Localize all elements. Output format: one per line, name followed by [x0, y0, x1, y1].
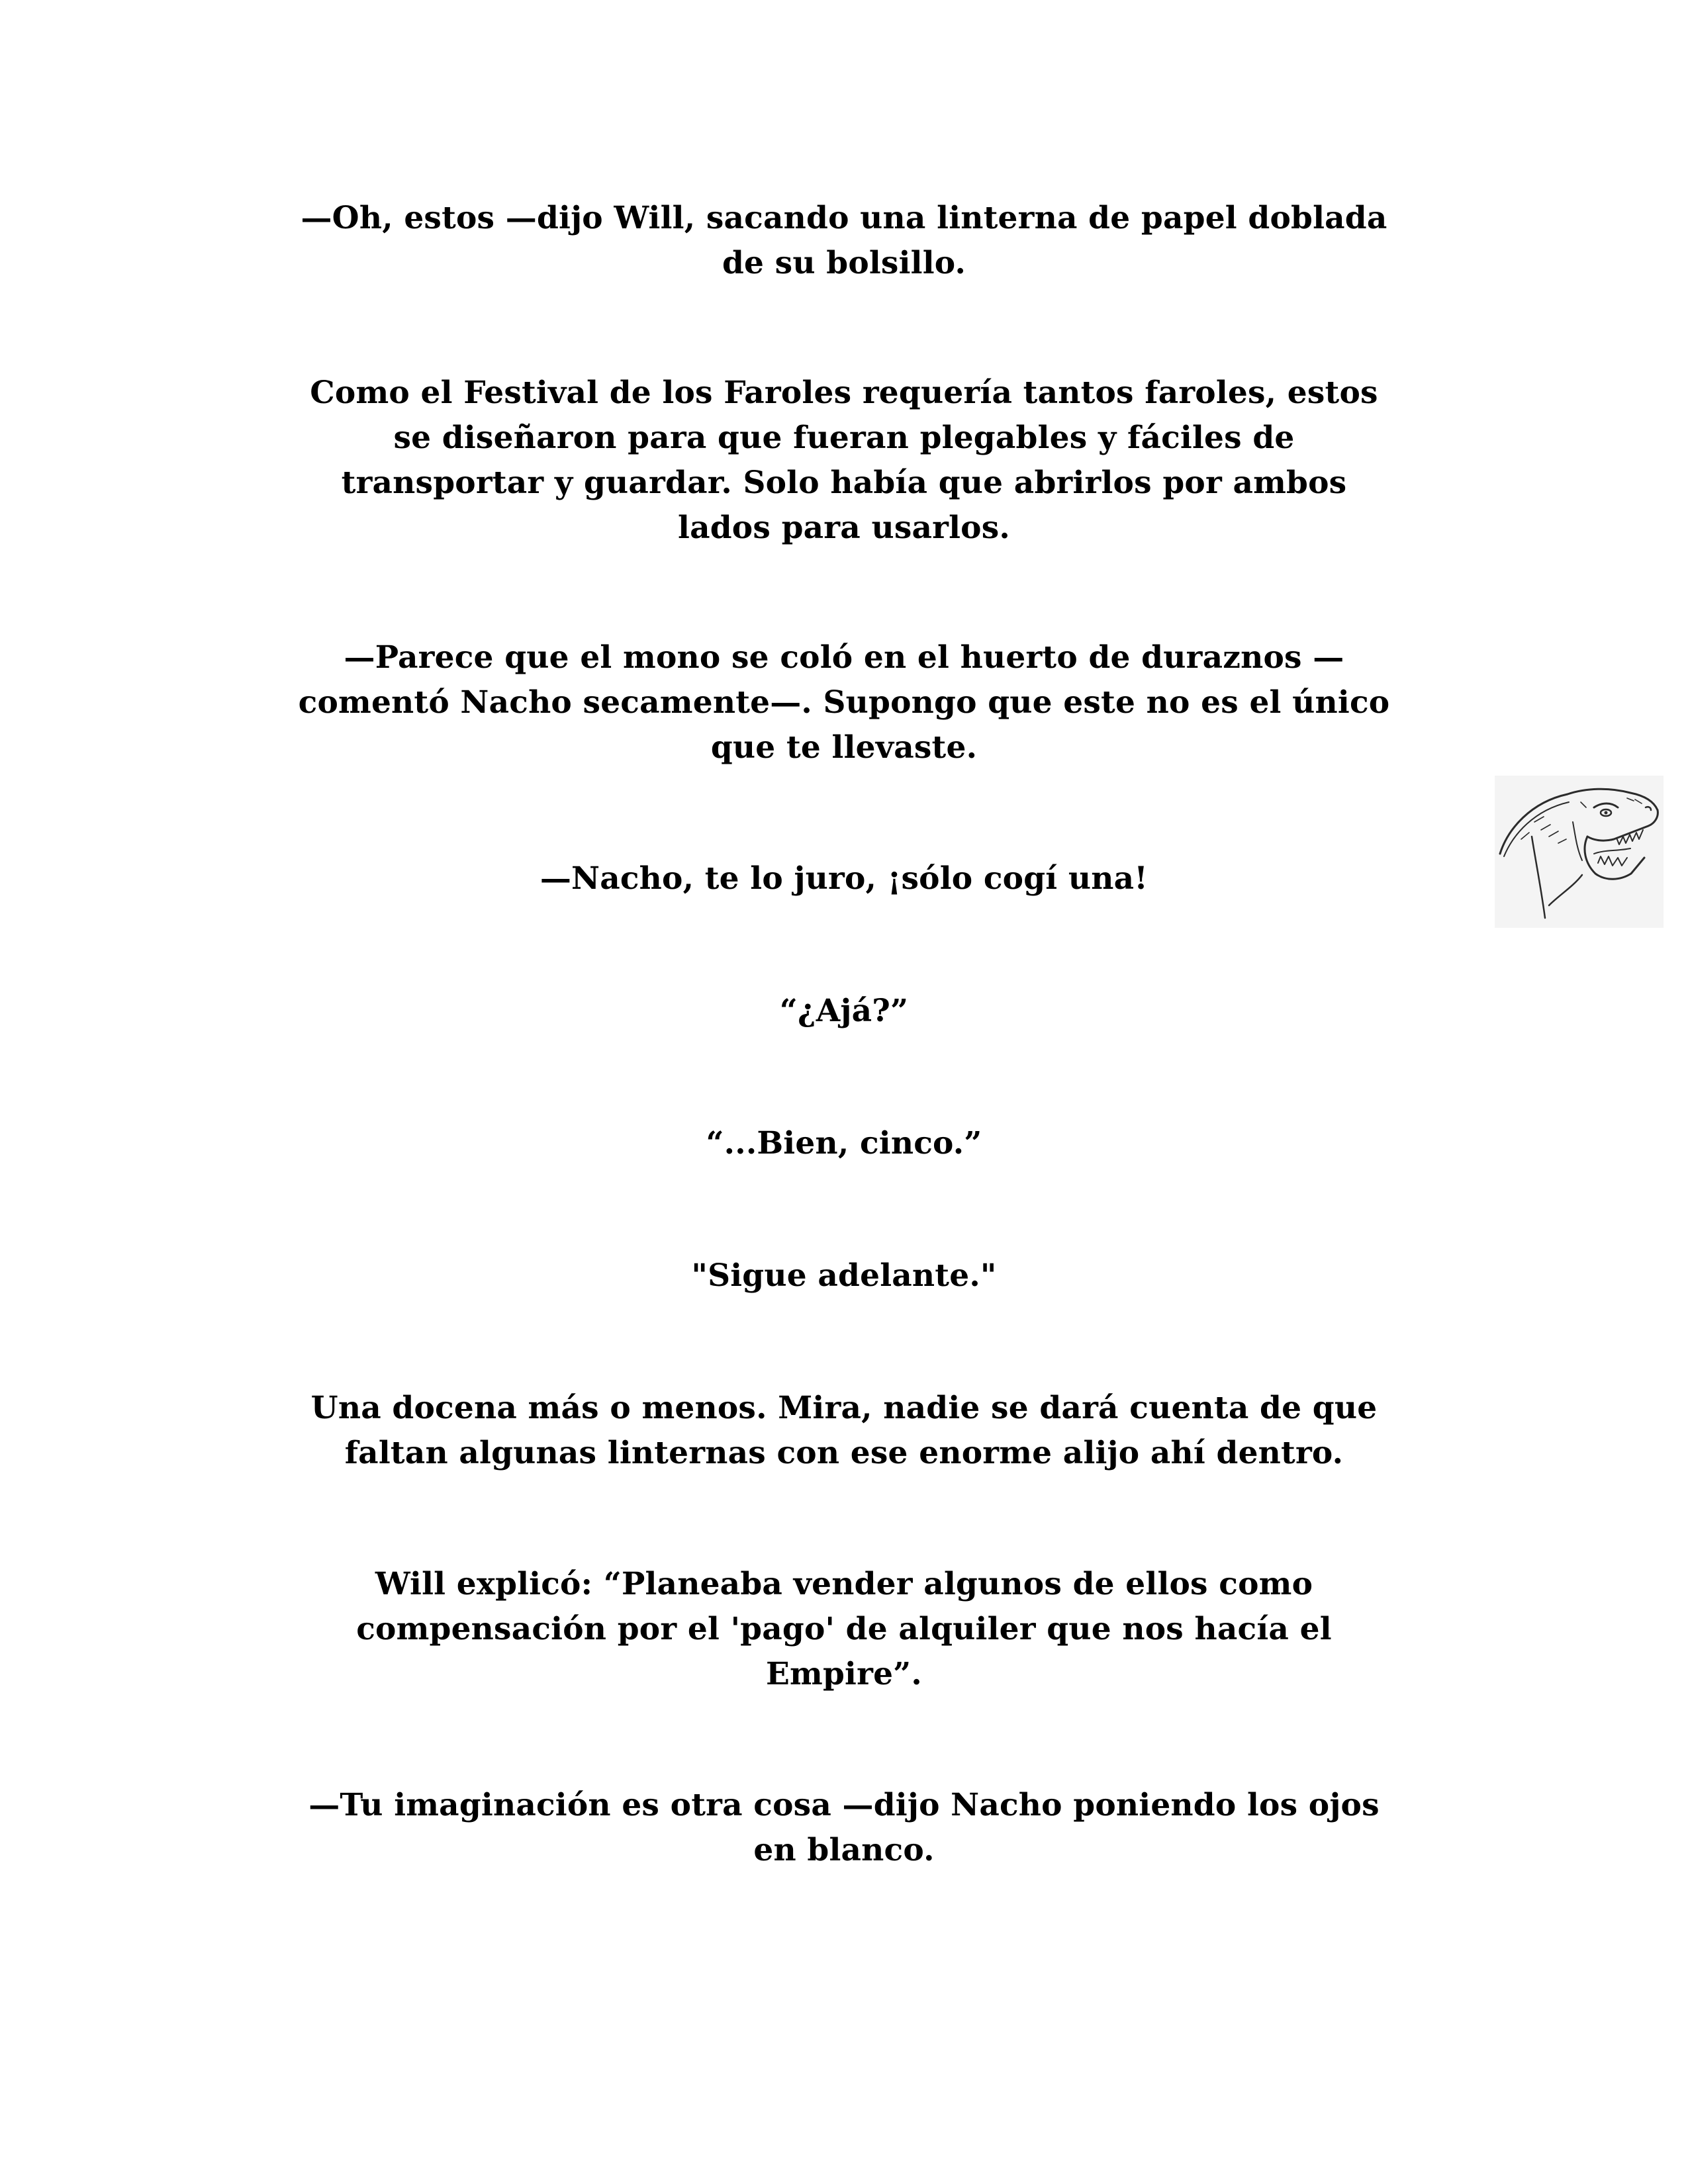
paragraph-line: —Oh, estos —dijo Will, sacando una linterna de papel doblada — [301, 200, 1387, 236]
paragraph-line: transportar y guardar. Solo había que abrirlos por ambos — [341, 465, 1347, 501]
paragraph-4 — [238, 856, 1450, 901]
paragraph-6 — [238, 1121, 1450, 1166]
paragraph-line: en blanco. — [753, 1832, 935, 1868]
paragraph-line: compensación por el 'pago' de alquiler que nos hacía el — [356, 1611, 1332, 1647]
paragraph-10 — [238, 1783, 1450, 1873]
paragraph-line: Empire”. — [766, 1656, 922, 1692]
paragraph-7 — [238, 1253, 1450, 1298]
paragraph-line: lados para usarlos. — [678, 510, 1010, 546]
paragraph-line: "Sigue adelante." — [691, 1257, 997, 1294]
paragraph-line: comentó Nacho secamente—. Supongo que este no es el único — [298, 684, 1390, 721]
paragraph-9 — [238, 1562, 1450, 1697]
paragraph-line: que te llevaste. — [710, 729, 978, 766]
paragraph-line: —Parece que el mono se coló en el huerto de duraznos — — [344, 639, 1344, 676]
paragraph-line: Will explicó: “Planeaba vender algunos de ellos como — [375, 1566, 1313, 1602]
paragraph-line: “...Bien, cinco.” — [706, 1125, 982, 1161]
paragraph-line: “¿Ajá?” — [779, 993, 909, 1029]
paragraph-line: de su bolsillo. — [722, 245, 966, 281]
paragraph-line: faltan algunas linternas con ese enorme alijo ahí dentro. — [344, 1435, 1344, 1471]
paragraph-line: —Nacho, te lo juro, ¡sólo cogí una! — [539, 860, 1149, 897]
paragraph-8 — [238, 1386, 1450, 1476]
paragraph-line: —Tu imaginación es otra cosa —dijo Nacho poniendo los ojos — [308, 1787, 1380, 1823]
paragraph-5 — [238, 989, 1450, 1034]
paragraph-1 — [238, 196, 1450, 286]
paragraph-2 — [238, 371, 1450, 551]
paragraph-3 — [238, 635, 1450, 770]
paragraph-line: Como el Festival de los Faroles requería tantos faroles, estos — [310, 375, 1378, 411]
paragraph-line: Una docena más o menos. Mira, nadie se dará cuenta de que — [310, 1390, 1378, 1426]
dinosaur-head-sketch-icon — [1495, 776, 1664, 928]
paragraph-line: se diseñaron para que fueran plegables y fáciles de — [393, 420, 1295, 456]
